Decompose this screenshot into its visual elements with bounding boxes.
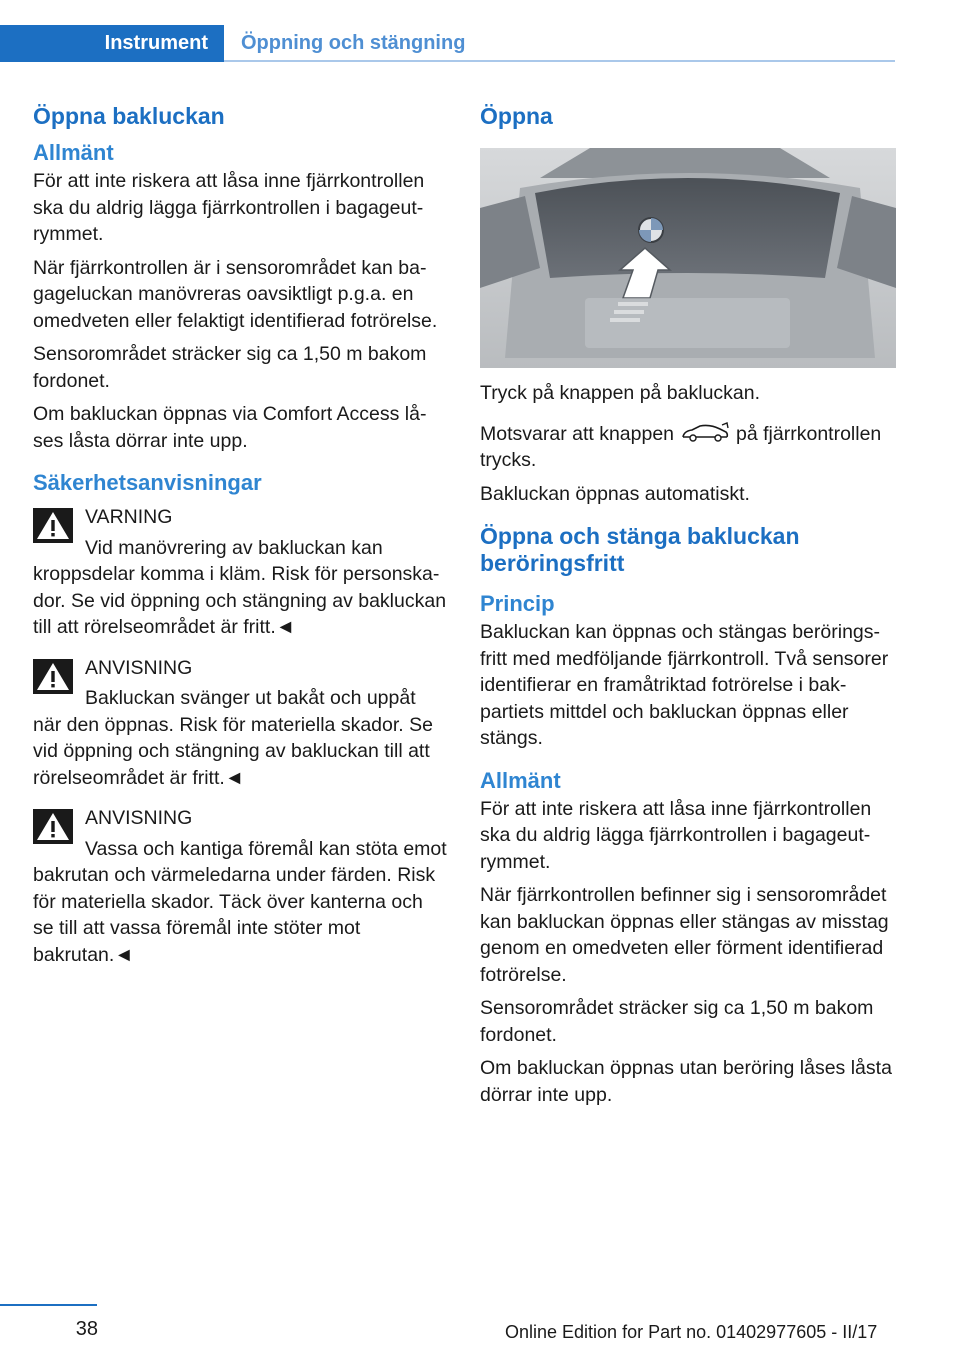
- header-tabbar: [0, 0, 895, 62]
- paragraph: För att inte riskera att låsa inne fjärrkontrollen ska du aldrig lägga fjärrkontrollen i bagageutrymmet.: [480, 797, 872, 873]
- left-column: [33, 96, 447, 982]
- tab-section[interactable]: Öppning och stängning: [241, 32, 466, 54]
- footer-divider: [0, 1304, 97, 1306]
- tailgate-button-illustration: [480, 148, 896, 368]
- paragraph: Om bakluckan öppnas utan beröring låses låsta dörrar inte upp.: [480, 1057, 892, 1106]
- warning-title: VARNING: [85, 506, 173, 528]
- tab-instrument[interactable]: Instrument: [0, 25, 224, 62]
- paragraph: För att inte riskera att låsa inne fjärrkontrollen ska du aldrig lägga fjärrkontrollen i bagageutrymmet.: [33, 170, 425, 245]
- warning-triangle-icon: [33, 659, 73, 694]
- warning-triangle-icon: [33, 809, 73, 844]
- notice-block: [33, 655, 447, 792]
- right-column: [480, 96, 896, 1115]
- paragraph: Sensorområdet sträcker sig ca 1,50 m bakom fordonet.: [480, 997, 874, 1046]
- heading-open: Öppna: [480, 103, 553, 129]
- heading-principle: Princip: [480, 591, 555, 616]
- notice-title: ANVISNING: [85, 656, 193, 679]
- heading-general: Allmänt: [33, 140, 114, 165]
- paragraph: Bakluckan öppnas automatiskt.: [480, 482, 750, 505]
- paragraph: Om bakluckan öppnas via Comfort Access låses låsta dörrar inte upp.: [33, 403, 427, 452]
- paragraph: Tryck på knappen på bakluckan.: [480, 382, 761, 404]
- notice-title: ANVISNING: [85, 807, 193, 829]
- warning-block: [33, 504, 447, 641]
- warning-triangle-icon: [33, 508, 73, 543]
- text-after-icon: på fjärrkontrollen trycks.: [480, 422, 882, 471]
- section-title-open-tailgate: Öppna bakluckan: [33, 103, 225, 129]
- heading-touchfree: Öppna och stänga bakluckan beröringsfritt: [480, 523, 800, 576]
- heading-safety: Säkerhetsanvisningar: [33, 470, 262, 495]
- paragraph: När fjärrkontrollen befinner sig i sensorområdet kan bakluckan öppnas eller stängas av misstag genom en omedveten eller förment identifierad fotrörelse.: [480, 884, 889, 986]
- page-number: 38: [75, 1318, 98, 1340]
- header-divider: [224, 60, 895, 62]
- notice-body: Bakluckan svänger ut bakåt och uppåt när den öppnas. Risk för materiella skador. Se vid öppning och stängning av bakluckan till att rörelseområdet är fritt.◄: [33, 687, 433, 789]
- car-tailgate-icon: [680, 422, 730, 444]
- edition-note: Online Edition for Part no. 01402977605 - II/17: [505, 1322, 878, 1342]
- paragraph: Bakluckan kan öppnas och stängas beröringsfritt med medföljande fjärrkontroll. Två sensorer identifierar en framåtriktad fotrörelse i bakpartiets mittdel och bakluckan öppnas eller stängs.: [480, 621, 889, 749]
- notice-block: [33, 805, 447, 968]
- warning-body: Vid manövrering av bakluckan kan kroppsdelar komma i kläm. Risk för personskador. Se vid öppning och stängning av bakluckan till att rörelseområdet är fritt.◄: [33, 536, 447, 638]
- heading-general: Allmänt: [480, 767, 561, 793]
- notice-body: Vassa och kantiga föremål kan stöta emot bakrutan och värmeledarna under färden. Risk för materiella skador. Täck över kanterna och se till att vassa föremål inte stöter mot bakrutan.◄: [33, 837, 447, 966]
- paragraph: Sensorområdet sträcker sig ca 1,50 m bakom fordonet.: [33, 343, 427, 392]
- text-before-icon: Motsvarar att knappen: [480, 422, 675, 445]
- paragraph-remote-button: [480, 421, 896, 474]
- paragraph: När fjärrkontrollen är i sensorområdet kan bagageluckan manövreras oavsiktligt p.g.a. en omedveten eller felaktigt identifierad fotrörelse.: [33, 256, 438, 332]
